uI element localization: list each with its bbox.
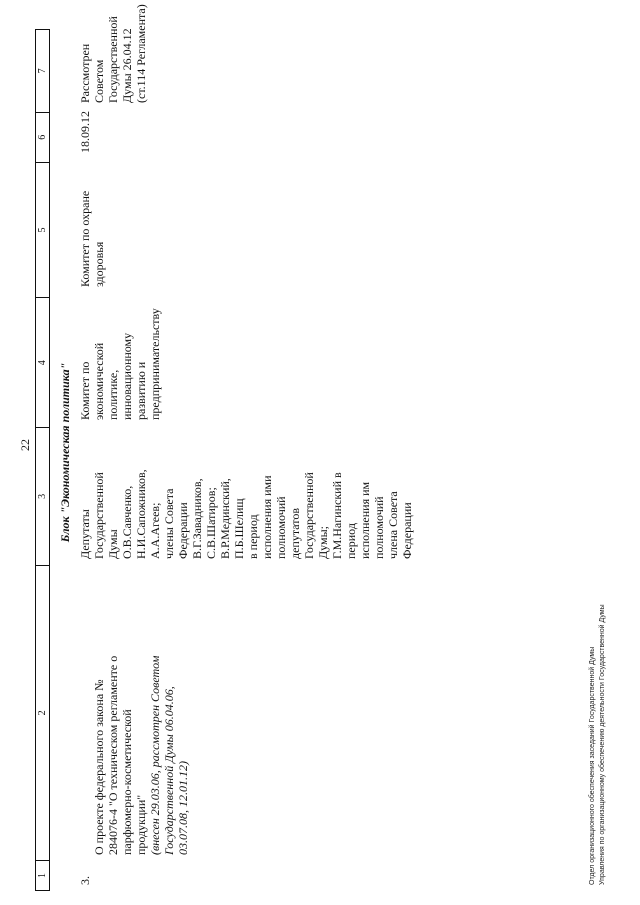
footer-line: Управления по организационному обеспечению деятельности Государственной Думы bbox=[599, 604, 606, 885]
footer-line: Отдел организационного обеспечения заседаний Государственной Думы bbox=[589, 646, 596, 885]
footer bbox=[588, 604, 608, 885]
bill-description bbox=[78, 655, 190, 855]
date: 18.09.12 bbox=[78, 111, 92, 153]
column-number: 3 bbox=[36, 427, 49, 565]
column-number: 4 bbox=[36, 297, 49, 427]
bill-title: О проекте федерального закона № 284076-4 "О техническом регламенте о парфюмерно-косметической продукции" bbox=[92, 655, 148, 855]
block-title: Блок "Экономическая политика" bbox=[58, 362, 72, 543]
column-number-header bbox=[35, 29, 50, 891]
responsible-committee: Комитет по экономической политике, инновационному развитию и предпринимательству bbox=[78, 308, 162, 420]
column-number: 7 bbox=[37, 68, 48, 74]
row-number: 3. bbox=[78, 876, 92, 885]
column-number: 2 bbox=[36, 565, 49, 860]
co-committee: Комитет по охране здоровья bbox=[78, 190, 106, 287]
bill-authors: Депутаты Государственной Думы О.В.Савченко, Н.И.Сапожников, А.А.Агеев; члены Совета Федерации В.Г.Завадников, С.В.Шатиров; В.Р.Мединский, П.Б.Шелищ в период исполнения ими полномочий депутатов Государственной Думы; Г.М.Нагинский в период исполнения им полномочий члена Совета Федерации bbox=[78, 469, 414, 559]
status: Рассмотрен Советом Государственной Думы 26.04.12 (ст.114 Регламента) bbox=[78, 4, 148, 103]
column-number: 1 bbox=[36, 860, 49, 890]
column-number: 6 bbox=[36, 112, 49, 162]
page-number: 22 bbox=[18, 439, 32, 451]
bill-note: (внесен 29.03.06, рассмотрен Советом Государственной Думы 06.04.06, 03.07.08, 12.01.12) bbox=[148, 655, 190, 855]
column-number: 5 bbox=[36, 162, 49, 298]
